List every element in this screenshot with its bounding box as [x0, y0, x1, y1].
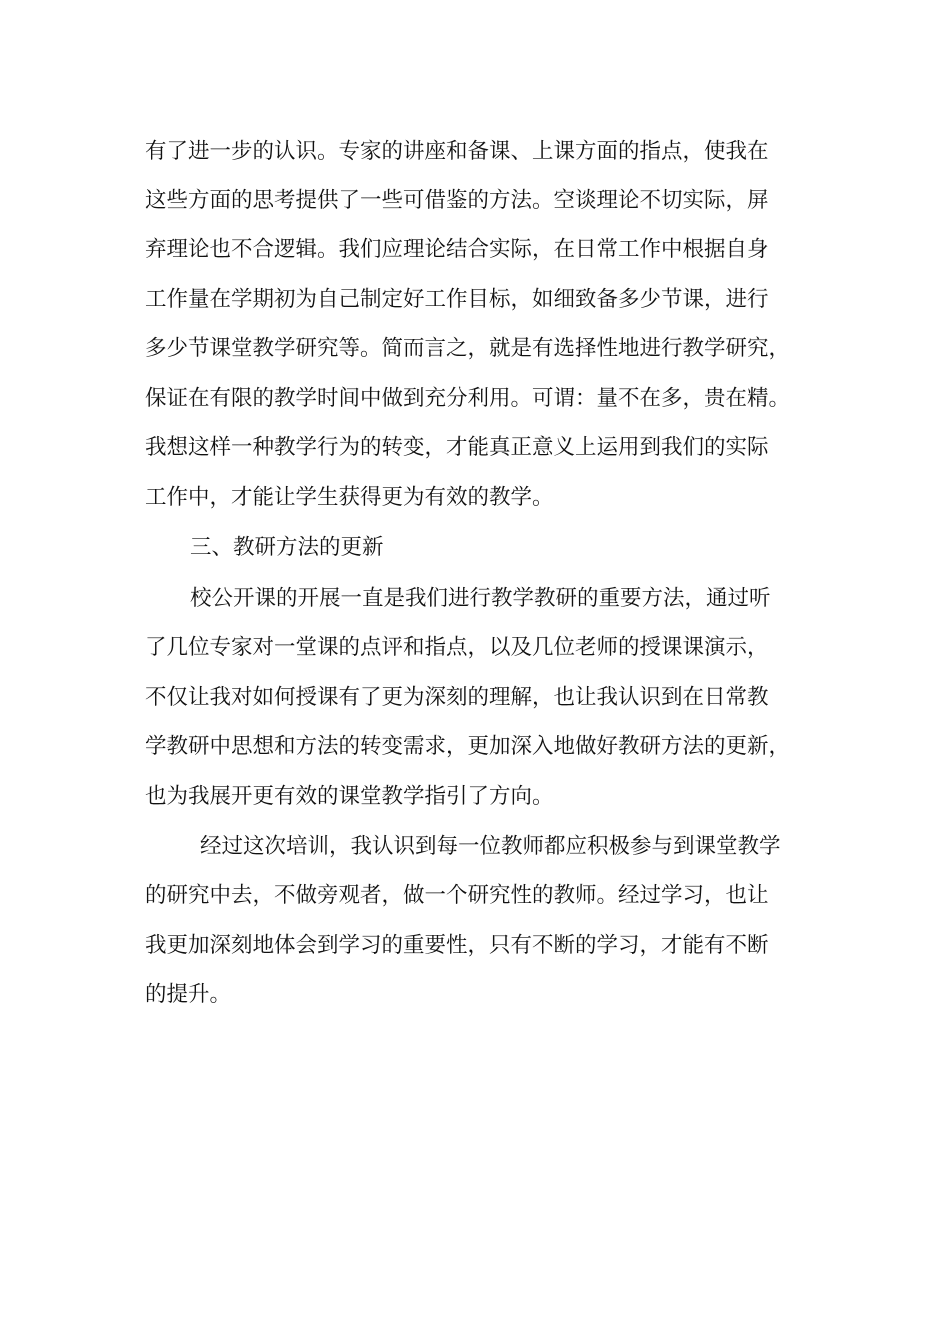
text-line: 的研究中去，不做旁观者，做一个研究性的教师。经过学习，也让 [145, 883, 769, 908]
text-line: 不仅让我对如何授课有了更为深刻的理解，也让我认识到在日常教 [145, 685, 769, 710]
text-line: 保证在有限的教学时间中做到充分利用。可谓：量不在多，贵在精。 [145, 386, 791, 411]
text-line: 工作中，才能让学生获得更为有效的教学。 [145, 485, 554, 510]
text-line: 的提升。 [145, 982, 232, 1007]
text-line: 校公开课的开展一直是我们进行教学教研的重要方法，通过听 [190, 586, 771, 611]
text-line: 工作量在学期初为自己制定好工作目标，如细致备多少节课，进行 [145, 287, 769, 312]
text-line: 我更加深刻地体会到学习的重要性，只有不断的学习，才能有不断 [145, 933, 769, 958]
text-line: 有了进一步的认识。专家的讲座和备课、上课方面的指点，使我在 [145, 139, 769, 164]
text-line: 经过这次培训，我认识到每一位教师都应积极参与到课堂教学 [200, 834, 781, 859]
section-heading: 三、教研方法的更新 [190, 535, 384, 560]
text-line: 也为我展开更有效的课堂教学指引了方向。 [145, 784, 554, 809]
text-line: 了几位专家对一堂课的点评和指点，以及几位老师的授课课演示， [145, 635, 769, 660]
text-line: 弃理论也不合逻辑。我们应理论结合实际，在日常工作中根据自身 [145, 237, 769, 262]
text-line: 学教研中思想和方法的转变需求，更加深入地做好教研方法的更新， [145, 734, 791, 759]
text-line: 这些方面的思考提供了一些可借鉴的方法。空谈理论不切实际，屏 [145, 188, 769, 213]
text-line: 我想这样一种教学行为的转变，才能真正意义上运用到我们的实际 [145, 435, 769, 460]
text-line: 多少节课堂教学研究等。简而言之，就是有选择性地进行教学研究， [145, 336, 791, 361]
